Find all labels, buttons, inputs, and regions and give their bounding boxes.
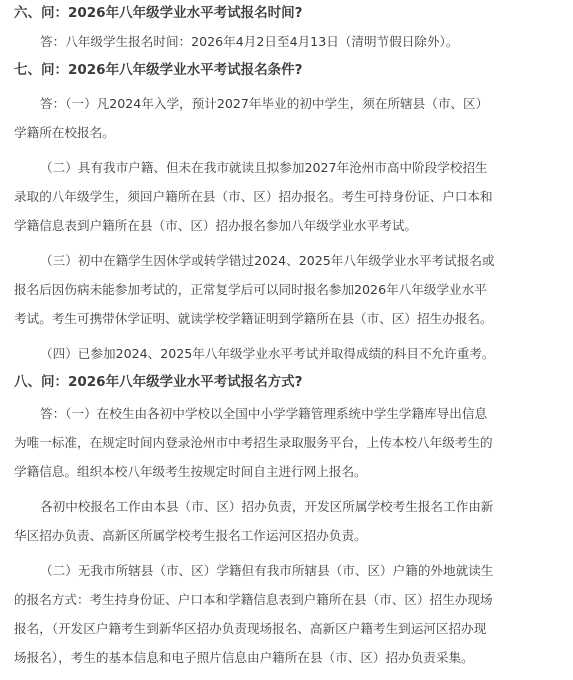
q8-paragraph-2	[14, 492, 559, 550]
text-line: 各初中校报名工作由本县（市、区）招办负责，开发区所属学校考生报名工作由新	[40, 499, 494, 514]
q6-heading: 六、问：2026年八年级学业水平考试报名时间?	[14, 5, 303, 21]
text-line: 考试。考生可携带休学证明、就读学校学籍证明到学籍所在县（市、区）招生办报名。	[14, 311, 493, 326]
q7-paragraph-2	[14, 153, 559, 240]
text-line: 为唯一标准，在规定时间内登录沧州市中考招生录取服务平台，上传本校八年级考生的	[14, 435, 493, 450]
text-line: （二）无我市所辖县（市、区）学籍但有我市所辖县（市、区）户籍的外地就读生	[40, 563, 494, 578]
text-line: 的报名方式：考生持身份证、户口本和学籍信息表到户籍所在县（市、区）招生办现场	[14, 592, 493, 607]
text-line: 学籍所在校报名。	[14, 125, 115, 140]
q7-paragraph-3	[14, 246, 559, 333]
text-line: 报名后因伤病未能参加考试的，正常复学后可以同时报名参加2026年八年级学业水平	[14, 282, 487, 297]
text-line: 答：（一）凡2024年入学，预计2027年毕业的初中学生，须在所辖县（市、区）	[40, 96, 489, 111]
q8-heading: 八、问：2026年八年级学业水平考试报名方式?	[14, 374, 303, 390]
text-line: 学籍信息表到户籍所在县（市、区）招办报名参加八年级学业水平考试。	[14, 218, 417, 233]
text-line: 录取的八年级学生，须回户籍所在县（市、区）招办报名。考生可持身份证、户口本和	[14, 189, 493, 204]
q6-answer: 答：八年级学生报名时间：2026年4月2日至4月13日（清明节假日除外）。	[40, 34, 459, 49]
text-line: （二）具有我市户籍、但未在我市就读且拟参加2027年沧州市高中阶段学校招生	[40, 160, 488, 175]
q7-heading: 七、问：2026年八年级学业水平考试报名条件?	[14, 62, 303, 78]
text-line: 答：（一）在校生由各初中学校以全国中小学学籍管理系统中学生学籍库导出信息	[40, 406, 488, 421]
text-line: 场报名），考生的基本信息和电子照片信息由户籍所在县（市、区）招办负责采集。	[14, 650, 474, 665]
q8-paragraph-1	[14, 399, 559, 486]
q8-paragraph-3	[14, 556, 559, 672]
text-line: （三）初中在籍学生因休学或转学错过2024、2025年八年级学业水平考试报名或	[40, 253, 495, 268]
q7-paragraph-1	[14, 89, 559, 147]
text-line: 学籍信息。组织本校八年级考生按规定时间自主进行网上报名。	[14, 464, 367, 479]
q7-paragraph-4: （四）已参加2024、2025年八年级学业水平考试并取得成绩的科目不允许重考。	[40, 346, 495, 361]
text-line: 华区招办负责、高新区所属学校考生报名工作运河区招办负责。	[14, 528, 367, 543]
text-line: 报名，（开发区户籍考生到新华区招办负责现场报名、高新区户籍考生到运河区招办现	[14, 621, 487, 636]
